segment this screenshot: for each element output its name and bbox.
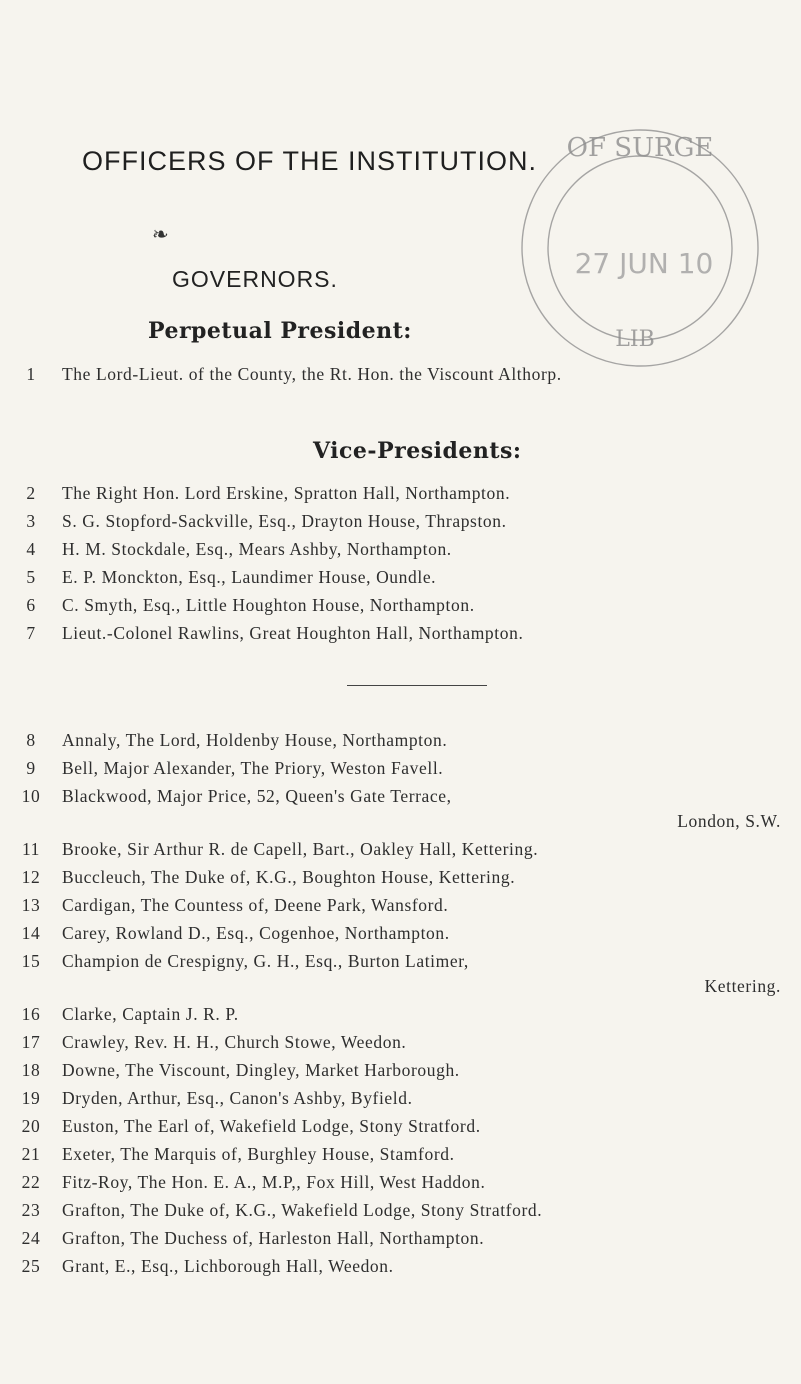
vice-presidents-label: Vice-Presidents: (313, 438, 522, 464)
entry-text: Brooke, Sir Arthur R. de Capell, Bart., Oakley Hall, Kettering. (62, 839, 539, 859)
stamp-middle-text: 27 JUN 10 (574, 247, 714, 280)
entry-number: 12 (21, 867, 41, 887)
entry-text: Fitz-Roy, The Hon. E. A., M.P,, Fox Hill, West Haddon. (62, 1172, 486, 1192)
stamp-bottom-text: LIB (615, 327, 655, 352)
entry-text: Bell, Major Alexander, The Priory, Weston Favell. (62, 758, 444, 778)
perpetual-president-label: Perpetual President: (148, 318, 412, 344)
entry-number: 2 (26, 483, 36, 503)
entry-number: 17 (21, 1032, 41, 1052)
entry-number: 20 (21, 1116, 41, 1136)
entry-continuation: London, S.W. (677, 811, 781, 831)
entry-text: Blackwood, Major Price, 52, Queen's Gate Terrace, (62, 786, 452, 806)
entry-text: Cardigan, The Countess of, Deene Park, Wansford. (62, 895, 449, 915)
entry-number: 18 (21, 1060, 41, 1080)
entry-text: Euston, The Earl of, Wakefield Lodge, Stony Stratford. (62, 1116, 481, 1136)
entry-text: Buccleuch, The Duke of, K.G., Boughton House, Kettering. (62, 867, 516, 887)
entry-number: 8 (26, 730, 36, 750)
stamp-top-text: OF SURGE (566, 133, 714, 163)
entry-number: 11 (21, 839, 41, 859)
entry-number: 15 (21, 951, 41, 971)
entry-text: Lieut.-Colonel Rawlins, Great Houghton Hall, Northampton. (62, 623, 524, 643)
entry-text: H. M. Stockdale, Esq., Mears Ashby, Northampton. (62, 539, 452, 559)
entry-number: 14 (21, 923, 41, 943)
entry-number: 13 (21, 895, 41, 915)
entry-number: 9 (26, 758, 36, 778)
entry-text: Dryden, Arthur, Esq., Canon's Ashby, Byfield. (62, 1088, 413, 1108)
entry-text: The Lord-Lieut. of the County, the Rt. Hon. the Viscount Althorp. (62, 364, 562, 384)
entry-number: 24 (21, 1228, 41, 1248)
entry-number: 10 (21, 786, 41, 806)
entry-number: 25 (21, 1256, 41, 1276)
entry-number: 4 (26, 539, 36, 559)
entry-text: E. P. Monckton, Esq., Laundimer House, Oundle. (62, 567, 437, 587)
entry-text: Carey, Rowland D., Esq., Cogenhoe, Northampton. (62, 923, 450, 943)
entry-text: Exeter, The Marquis of, Burghley House, Stamford. (62, 1144, 455, 1164)
entry-text: Grafton, The Duke of, K.G., Wakefield Lodge, Stony Stratford. (62, 1200, 543, 1220)
entry-text: The Right Hon. Lord Erskine, Spratton Hall, Northampton. (62, 483, 511, 503)
entry-number: 1 (26, 364, 36, 384)
entry-text: Grafton, The Duchess of, Harleston Hall, Northampton. (62, 1228, 485, 1248)
entry-number: 7 (26, 623, 36, 643)
section-divider (347, 685, 487, 686)
entry-number: 23 (21, 1200, 41, 1220)
entry-text: Annaly, The Lord, Holdenby House, Northampton. (62, 730, 448, 750)
page-heading: OFFICERS OF THE INSTITUTION. (82, 146, 538, 176)
entry-number: 5 (26, 567, 36, 587)
entry-text: Crawley, Rev. H. H., Church Stowe, Weedon. (62, 1032, 407, 1052)
entry-text: S. G. Stopford-Sackville, Esq., Drayton House, Thrapston. (62, 511, 507, 531)
ornament-icon: ❧ (152, 222, 169, 246)
entry-text: Downe, The Viscount, Dingley, Market Harborough. (62, 1060, 460, 1080)
entry-number: 3 (26, 511, 36, 531)
governors-heading: GOVERNORS. (172, 266, 338, 292)
entry-number: 19 (21, 1088, 41, 1108)
entry-text: Grant, E., Esq., Lichborough Hall, Weedon. (62, 1256, 394, 1276)
entry-text: Champion de Crespigny, G. H., Esq., Burton Latimer, (62, 951, 469, 971)
entry-number: 16 (21, 1004, 41, 1024)
entry-number: 6 (26, 595, 36, 615)
entry-number: 21 (21, 1144, 41, 1164)
entry-continuation: Kettering. (704, 976, 781, 996)
entry-text: Clarke, Captain J. R. P. (62, 1004, 239, 1024)
entry-number: 22 (21, 1172, 41, 1192)
entry-text: C. Smyth, Esq., Little Houghton House, Northampton. (62, 595, 475, 615)
